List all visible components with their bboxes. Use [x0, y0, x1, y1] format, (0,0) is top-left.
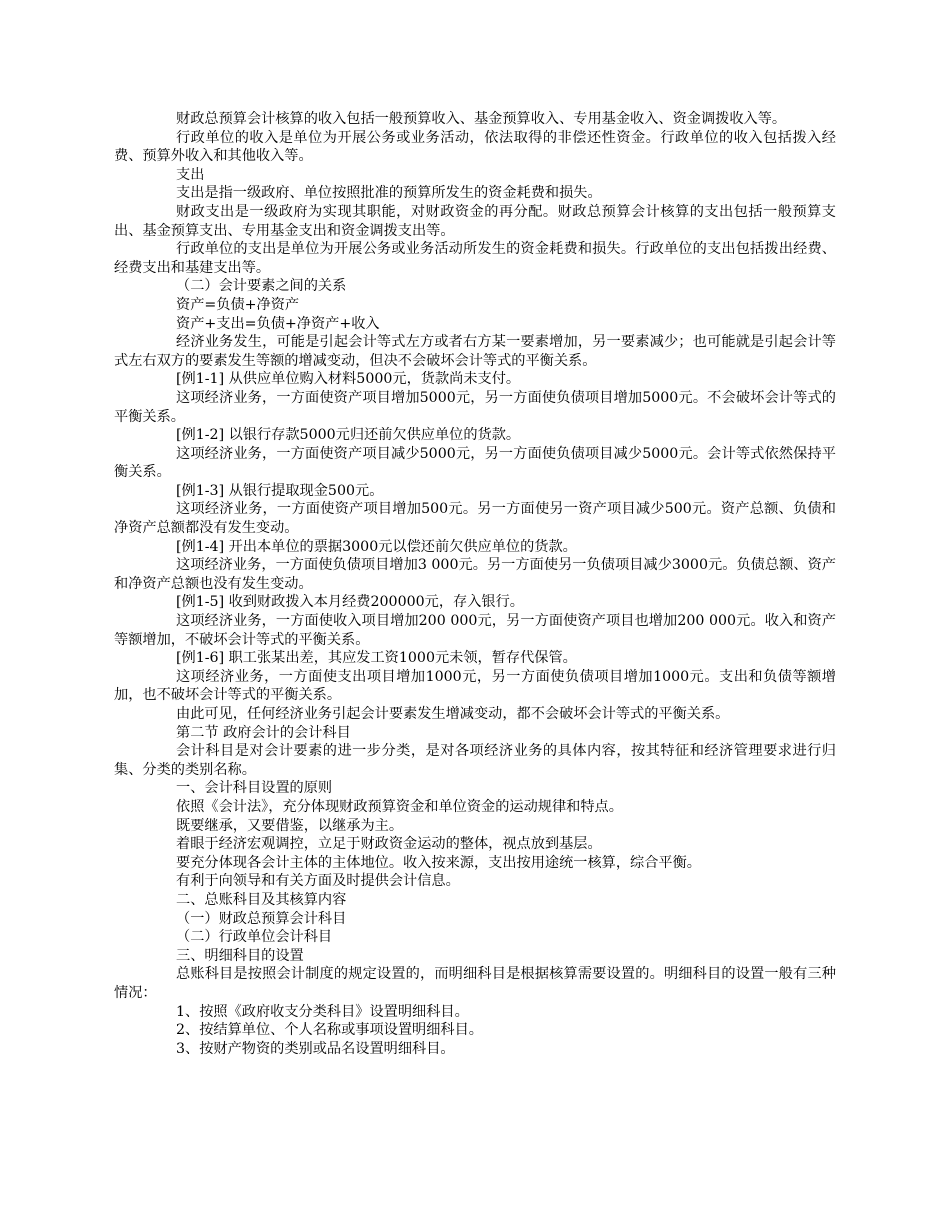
- example-line: [例1-6] 职工张某出差，其应发工资1000元未领，暂存代保管。: [176, 650, 577, 667]
- list-item: 3、按财产物资的类别或品名设置明细科目。: [176, 1040, 455, 1057]
- list-item: 要充分体现各会计主体的主体地位。收入按来源，支出按用途统一核算，综合平衡。: [176, 854, 701, 871]
- list-item: 依照《会计法》，充分体现财政预算资金和单位资金的运动规律和特点。: [176, 798, 623, 815]
- list-item: 着眼于经济宏观调控，立足于财政资金运动的整体，视点放到基层。: [176, 836, 602, 853]
- paragraph: 行政单位的收入是单位为开展公务或业务活动，依法取得的非偿还性资金。行政单位的收入包括拨入经费、预算外收入和其他收入等。: [114, 129, 836, 165]
- paragraph: 行政单位的支出是单位为开展公务或业务活动所发生的资金耗费和损失。行政单位的支出包括拨出经费、经费支出和基建支出等。: [114, 241, 836, 276]
- subsection-heading: （二）行政单位会计科目: [176, 929, 333, 946]
- paragraph: 这项经济业务，一方面使负债项目增加3 000元。另一方面使另一负债项目减少3000元。负债总额、资产和净资产总额也没有发生变动。: [114, 557, 836, 592]
- paragraph: 经济业务发生，可能是引起会计等式左方或者右方某一要素增加，另一要素减少；也可能就是引起会计等式左右双方的要素发生等额的增减变动，但决不会破坏会计等式的平衡关系。: [114, 334, 836, 369]
- list-item: 有利于向领导和有关方面及时提供会计信息。: [176, 873, 460, 890]
- list-item: 2、按结算单位、个人名称或事项设置明细科目。: [176, 1022, 483, 1039]
- example-line: [例1-4] 开出本单位的票据3000元以偿还前欠供应单位的货款。: [176, 538, 577, 555]
- document-body: [114, 110, 836, 1058]
- paragraph: 这项经济业务，一方面使收入项目增加200 000元，另一方面使资产项目也增加200 000元。收入和资产等额增加，不破坏会计等式的平衡关系。: [114, 613, 836, 648]
- section-heading: 二、总账科目及其核算内容: [176, 891, 347, 908]
- paragraph: 财政支出是一级政府为实现其职能，对财政资金的再分配。财政总预算会计核算的支出包括一般预算支出、基金预算支出、专用基金支出和资金调拨支出等。: [114, 203, 836, 239]
- paragraph: 支出是指一级政府、单位按照批准的预算所发生的资金耗费和损失。: [176, 185, 602, 202]
- list-item: 既要继承，又要借鉴，以继承为主。: [176, 817, 404, 834]
- paragraph: 这项经济业务，一方面使资产项目增加500元。另一方面使另一资产项目减少500元。资产总额、负债和净资产总额都没有发生变动。: [114, 501, 836, 537]
- equation: 资产=负债+净资产: [176, 296, 300, 313]
- paragraph: 由此可见，任何经济业务引起会计要素发生增减变动，都不会破坏会计等式的平衡关系。: [176, 706, 730, 722]
- example-line: [例1-2] 以银行存款5000元归还前欠供应单位的货款。: [176, 427, 521, 444]
- example-line: [例1-5] 收到财政拨入本月经费200000元，存入银行。: [176, 594, 524, 611]
- equation: 资产+支出=负债+净资产+收入: [176, 315, 380, 332]
- example-line: [例1-1] 从供应单位购入材料5000元，货款尚未支付。: [176, 371, 521, 388]
- section-heading: 一、会计科目设置的原则: [176, 780, 333, 797]
- paragraph: 这项经济业务，一方面使资产项目增加5000元，另一方面使负债项目增加5000元。不会破坏会计等式的平衡关系。: [114, 389, 836, 425]
- section-heading: （二）会计要素之间的关系: [176, 278, 347, 295]
- paragraph: 这项经济业务，一方面使支出项目增加1000元，另一方面使负债项目增加1000元。支出和负债等额增加，也不破坏会计等式的平衡关系。: [114, 668, 836, 704]
- paragraph: 总账科目是按照会计制度的规定设置的，而明细科目是根据核算需要设置的。明细科目的设置一般有三种情况：: [114, 966, 836, 1001]
- section-heading: 支出: [176, 166, 205, 183]
- example-line: [例1-3] 从银行提取现金500元。: [176, 482, 384, 499]
- section-heading: 三、明细科目的设置: [176, 947, 304, 964]
- paragraph: 这项经济业务，一方面使资产项目减少5000元，另一方面使负债项目减少5000元。会计等式依然保持平衡关系。: [114, 445, 836, 481]
- list-item: 1、按照《政府收支分类科目》设置明细科目。: [176, 1003, 469, 1020]
- section-heading: 第二节 政府会计的会计科目: [176, 724, 351, 741]
- paragraph: 会计科目是对会计要素的进一步分类，是对各项经济业务的具体内容，按其特征和经济管理要求进行归集、分类的类别名称。: [114, 743, 836, 778]
- paragraph: 财政总预算会计核算的收入包括一般预算收入、基金预算收入、专用基金收入、资金调拨收入等。: [176, 111, 787, 127]
- subsection-heading: （一）财政总预算会计科目: [176, 910, 347, 927]
